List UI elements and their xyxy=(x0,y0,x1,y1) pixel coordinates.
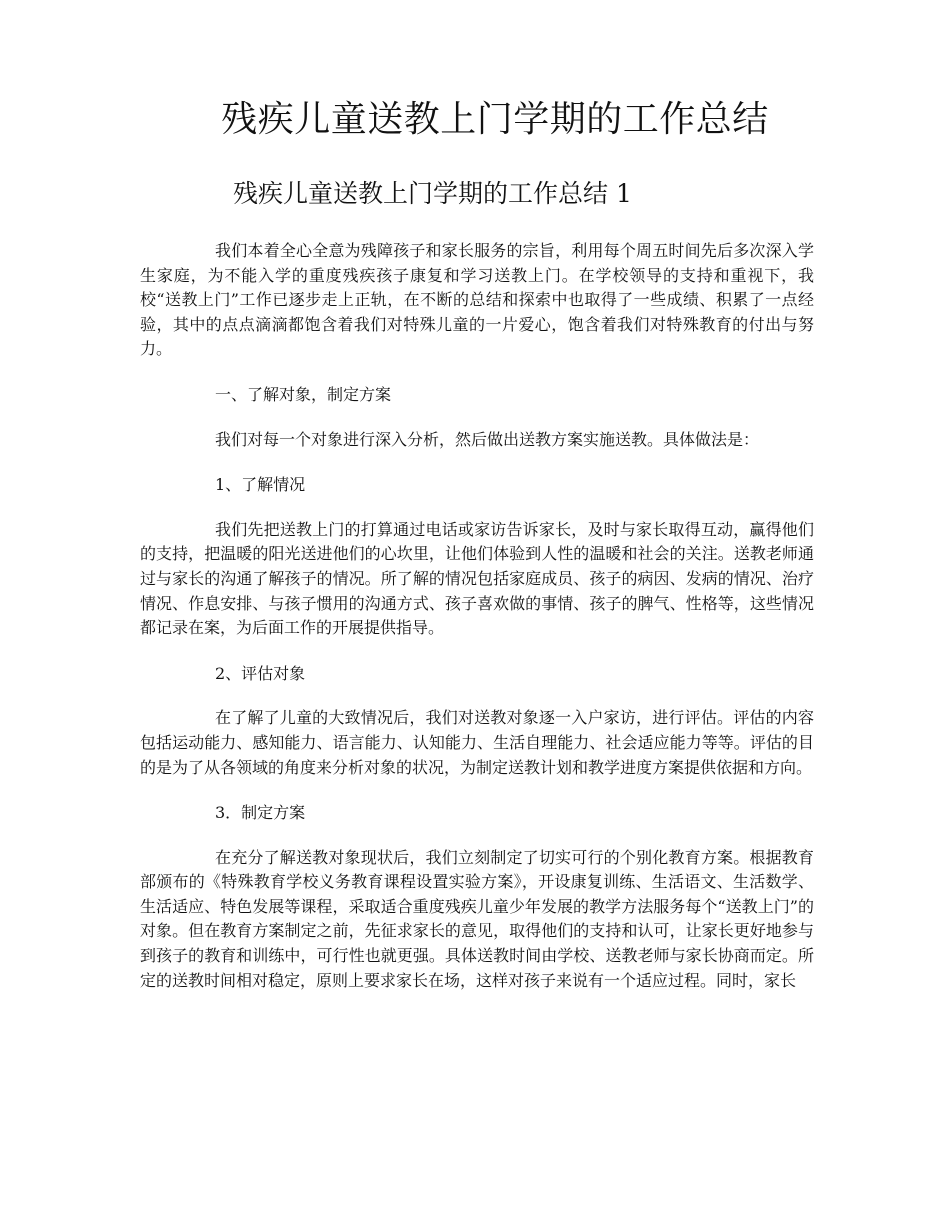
heading-understand-plan: 一、了解对象，制定方案 xyxy=(215,384,392,404)
paragraph-plan: 在充分了解送教对象现状后，我们立刻制定了切实可行的个别化教育方案。根据教育部颁布的《特殊教育学校义务教育课程设置实验方案》，开设康复训练、生活语文、生活数学、生活适应、特色发展等课程，采取适合重度残疾儿童少年发展的教学方法服务每个“送教上门”的对象。但在教育方案制定之前，先征求家长的意见，取得他们的支持和认可，让家长更好地参与到孩子的教育和训练中，可行性也就更强。具体送教时间由学校、送教老师与家长协商而定。所定的送教时间相对稳定，原则上要求家长在场，这样对孩子来说有一个适应过程。同时，家长 xyxy=(140,847,814,990)
heading-assess: 2、评估对象 xyxy=(215,663,306,683)
heading-make-plan: 3．制定方案 xyxy=(215,803,306,823)
document-title: 残疾儿童送教上门学期的工作总结 xyxy=(221,99,769,140)
paragraph-intro: 我们本着全心全意为残障孩子和家长服务的宗旨，利用每个周五时间先后多次深入学生家庭，为不能入学的重度残疾孩子康复和学习送教上门。在学校领导的支持和重视下，我校“送教上门”工作已逐步走上正轨，在不断的总结和探索中也取得了一些成绩、积累了一点经验，其中的点点滴滴都饱含着我们对特殊儿童的一片爱心，饱含着我们对特殊教育的付出与努力。 xyxy=(140,241,814,359)
paragraph-method: 我们对每一个对象进行深入分析，然后做出送教方案实施送教。具体做法是： xyxy=(215,429,760,449)
paragraph-situation: 我们先把送教上门的打算通过电话或家访告诉家长，及时与家长取得互动，赢得他们的支持，把温暖的阳光送进他们的心坎里，让他们体验到人性的温暖和社会的关注。送教老师通过与家长的沟通了解孩子的情况。所了解的情况包括家庭成员、孩子的病因、发病的情况、治疗情况、作息安排、与孩子惯用的沟通方式、孩子喜欢做的事情、孩子的脾气、性格等，这些情况都记录在案，为后面工作的开展提供指导。 xyxy=(140,519,814,638)
paragraph-assess: 在了解了儿童的大致情况后，我们对送教对象逐一入户家访，进行评估。评估的内容包括运动能力、感知能力、语言能力、认知能力、生活自理能力、社会适应能力等等。评估的目的是为了从各领域的角度来分析对象的状况，为制定送教计划和教学进度方案提供依据和方向。 xyxy=(140,708,814,777)
section-title: 残疾儿童送教上门学期的工作总结 1 xyxy=(233,179,632,208)
document-body xyxy=(140,239,814,1014)
heading-understand-situation: 1、了解情况 xyxy=(215,475,306,495)
